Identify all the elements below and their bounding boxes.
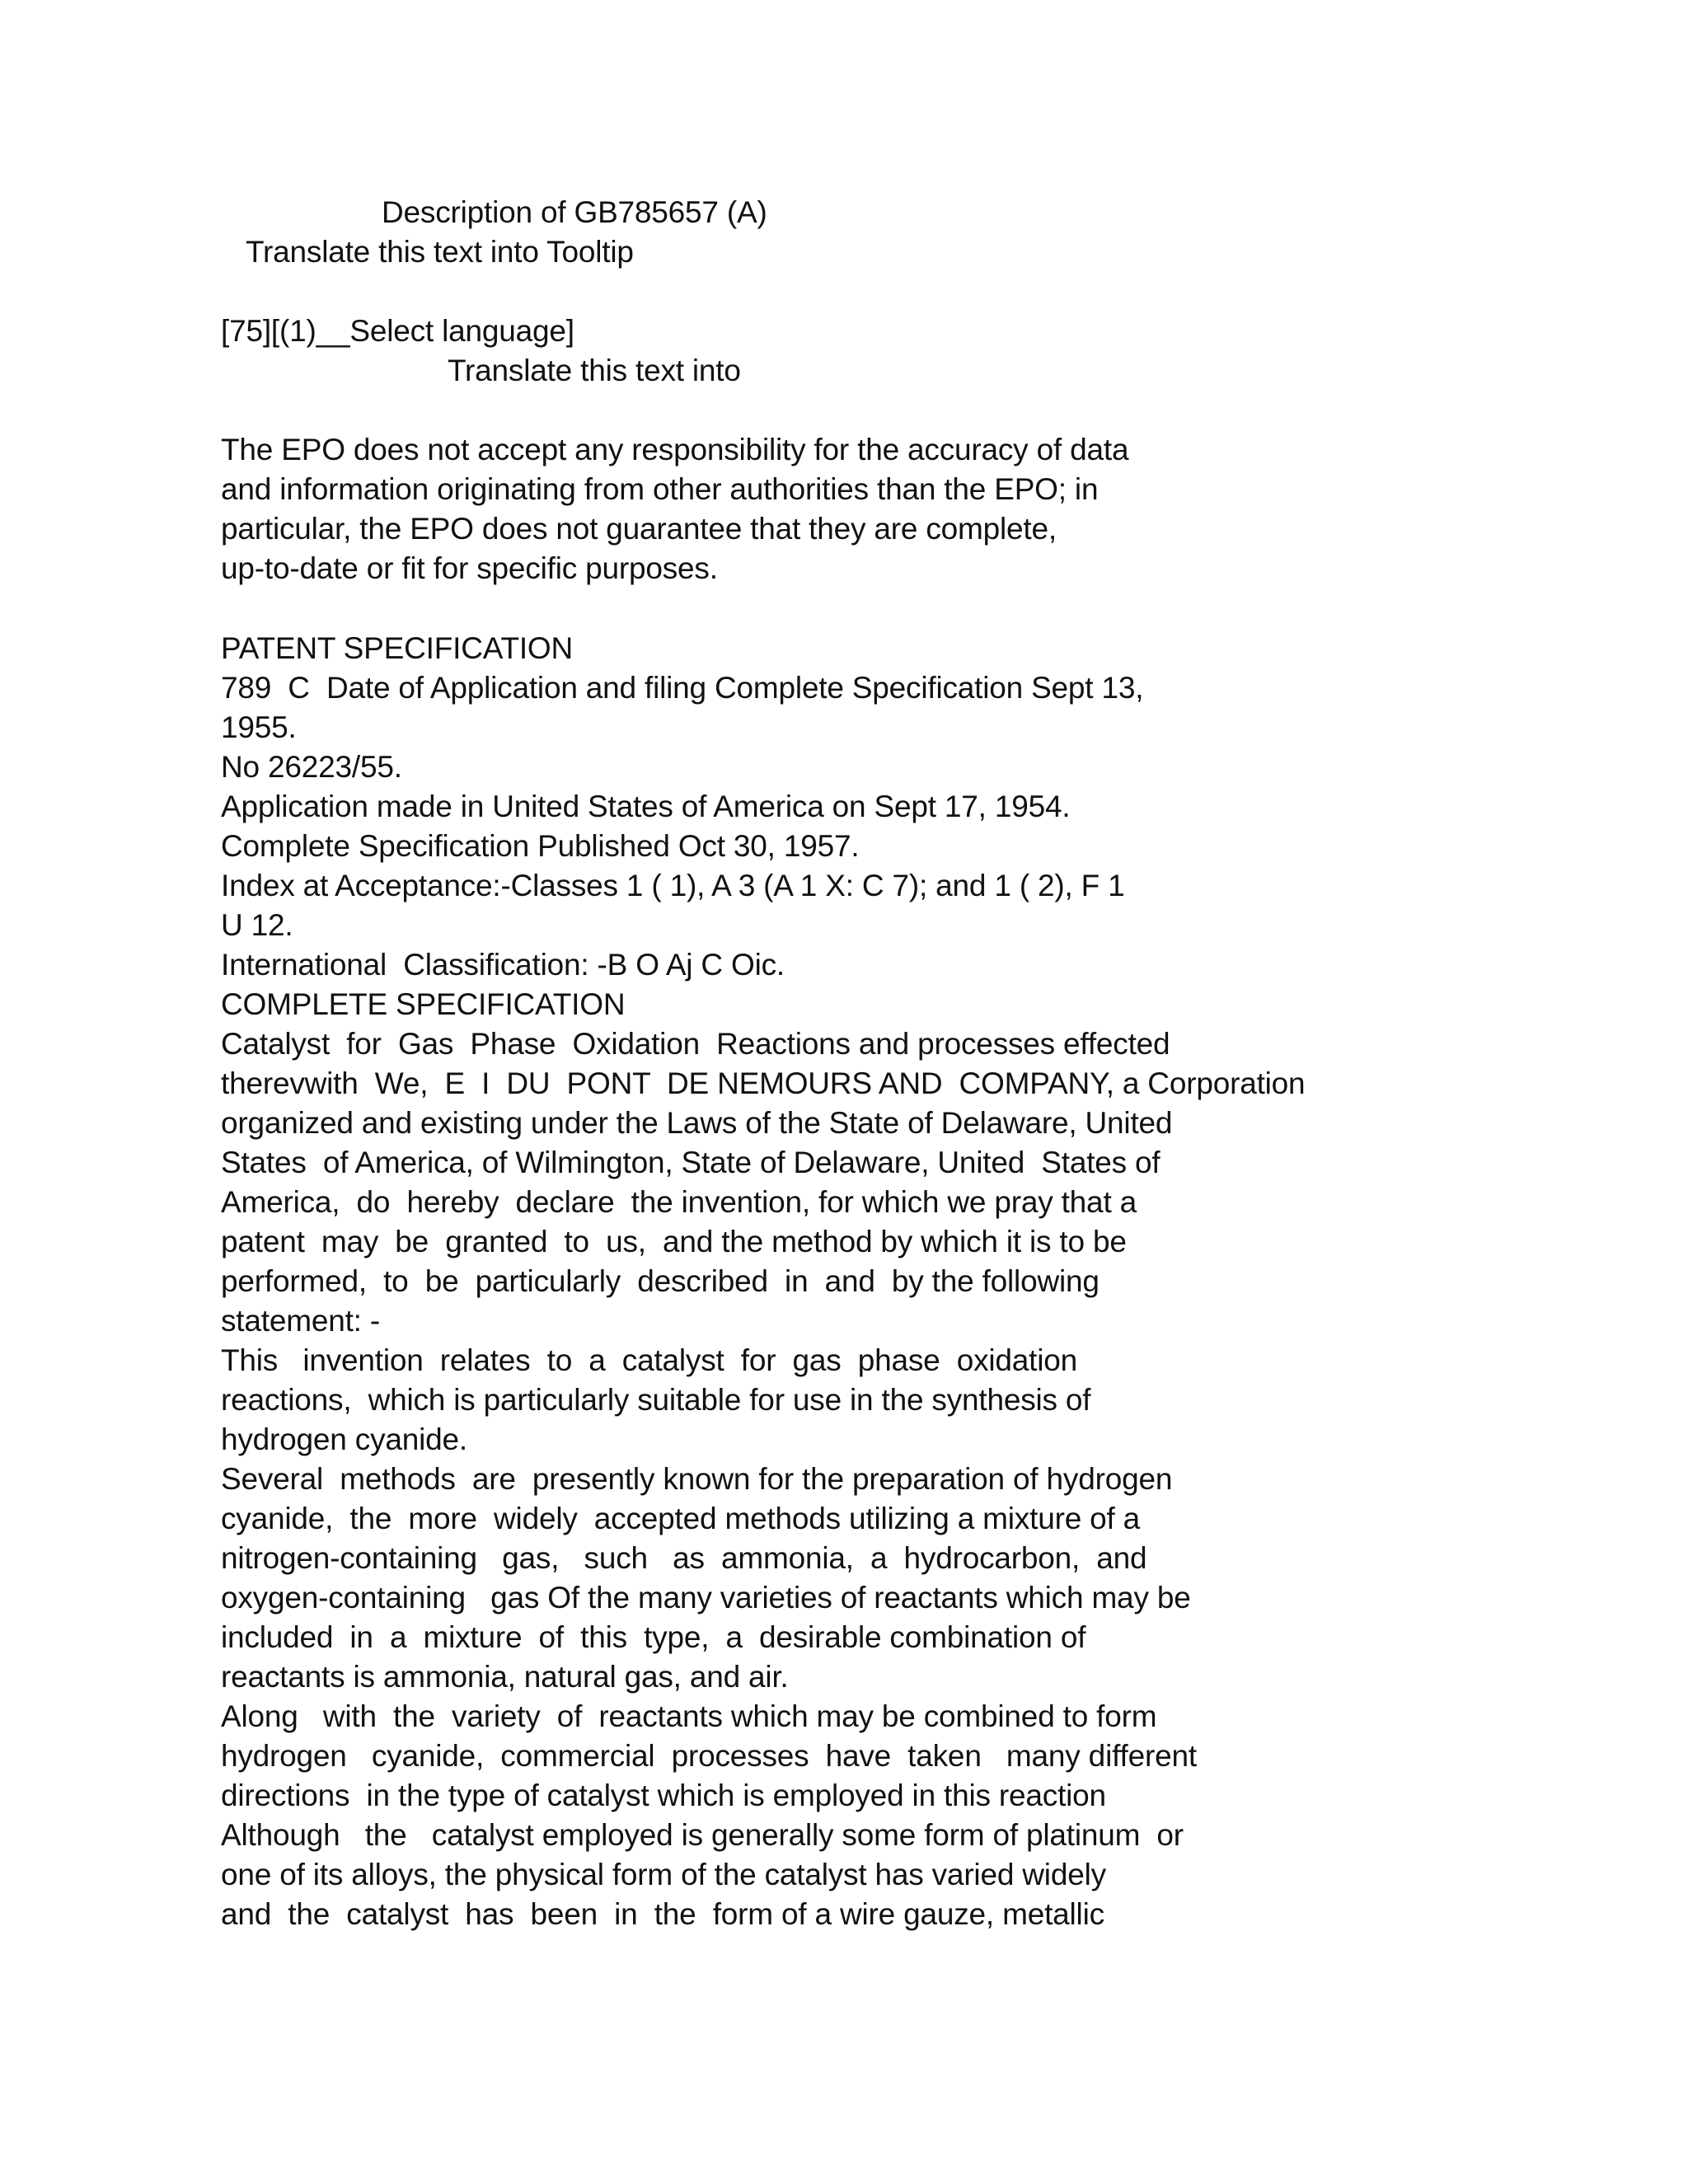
body-line: Several methods are presently known for the preparation of hydrogen — [221, 1462, 1173, 1496]
body-line: hydrogen cyanide. — [221, 1422, 467, 1456]
body-line: nitrogen-containing gas, such as ammonia, a hydrocarbon, and — [221, 1541, 1147, 1575]
body-line: No 26223/55. — [221, 750, 402, 784]
section-heading: PATENT SPECIFICATION — [221, 631, 574, 665]
translate-text-link[interactable]: Translate this text into — [448, 354, 741, 387]
body-line: cyanide, the more widely accepted methods utilizing a mixture of a — [221, 1502, 1141, 1535]
body-line: States of America, of Wilmington, State of Delaware, United States of — [221, 1146, 1160, 1179]
body-line: reactions, which is particularly suitable for use in the synthesis of — [221, 1383, 1091, 1417]
body-line: 789 C Date of Application and filing Complete Specification Sept 13, — [221, 671, 1144, 705]
document-title: Description of GB785657 (A) — [382, 195, 767, 229]
body-line: included in a mixture of this type, a desirable combination of — [221, 1620, 1086, 1654]
disclaimer-line: The EPO does not accept any responsibility for the accuracy of data — [221, 433, 1129, 466]
body-line: Catalyst for Gas Phase Oxidation Reactions and processes effected — [221, 1027, 1170, 1061]
select-language-control[interactable]: [75][(1)__Select language] — [221, 314, 574, 348]
body-line: 1955. — [221, 710, 297, 744]
body-line: This invention relates to a catalyst for gas phase oxidation — [221, 1343, 1078, 1377]
body-line: patent may be granted to us, and the method by which it is to be — [221, 1225, 1127, 1258]
body-line: Although the catalyst employed is generally some form of platinum or — [221, 1818, 1184, 1852]
translate-tooltip-link[interactable]: Translate this text into Tooltip — [246, 235, 634, 269]
body-line: statement: - — [221, 1304, 380, 1338]
body-line: U 12. — [221, 908, 293, 942]
body-line: International Classification: -B O Aj C Oic. — [221, 948, 785, 982]
body-line: performed, to be particularly described in and by the following — [221, 1264, 1100, 1298]
body-line: directions in the type of catalyst which is employed in this reaction — [221, 1779, 1106, 1812]
body-line: America, do hereby declare the invention, for which we pray that a — [221, 1185, 1137, 1219]
body-line: Along with the variety of reactants which may be combined to form — [221, 1699, 1157, 1733]
body-line: hydrogen cyanide, commercial processes have taken many different — [221, 1739, 1197, 1773]
section-heading: COMPLETE SPECIFICATION — [221, 987, 626, 1021]
body-line: and the catalyst has been in the form of a wire gauze, metallic — [221, 1897, 1104, 1931]
body-line: reactants is ammonia, natural gas, and air. — [221, 1660, 789, 1694]
body-line: organized and existing under the Laws of the State of Delaware, United — [221, 1106, 1173, 1140]
disclaimer-line: particular, the EPO does not guarantee that they are complete, — [221, 512, 1057, 546]
disclaimer-line: and information originating from other authorities than the EPO; in — [221, 472, 1099, 506]
disclaimer-line: up-to-date or fit for specific purposes. — [221, 551, 718, 585]
body-line: oxygen-containing gas Of the many varieties of reactants which may be — [221, 1581, 1191, 1615]
body-line: Complete Specification Published Oct 30, 1957. — [221, 829, 860, 863]
body-line: one of its alloys, the physical form of the catalyst has varied widely — [221, 1858, 1106, 1891]
body-line: Index at Acceptance:-Classes 1 ( 1), A 3 (A 1 X: C 7); and 1 ( 2), F 1 — [221, 869, 1125, 902]
body-line: Application made in United States of America on Sept 17, 1954. — [221, 790, 1071, 823]
body-line: therevwith We, E I DU PONT DE NEMOURS AND COMPANY, a Corporation — [221, 1066, 1306, 1100]
